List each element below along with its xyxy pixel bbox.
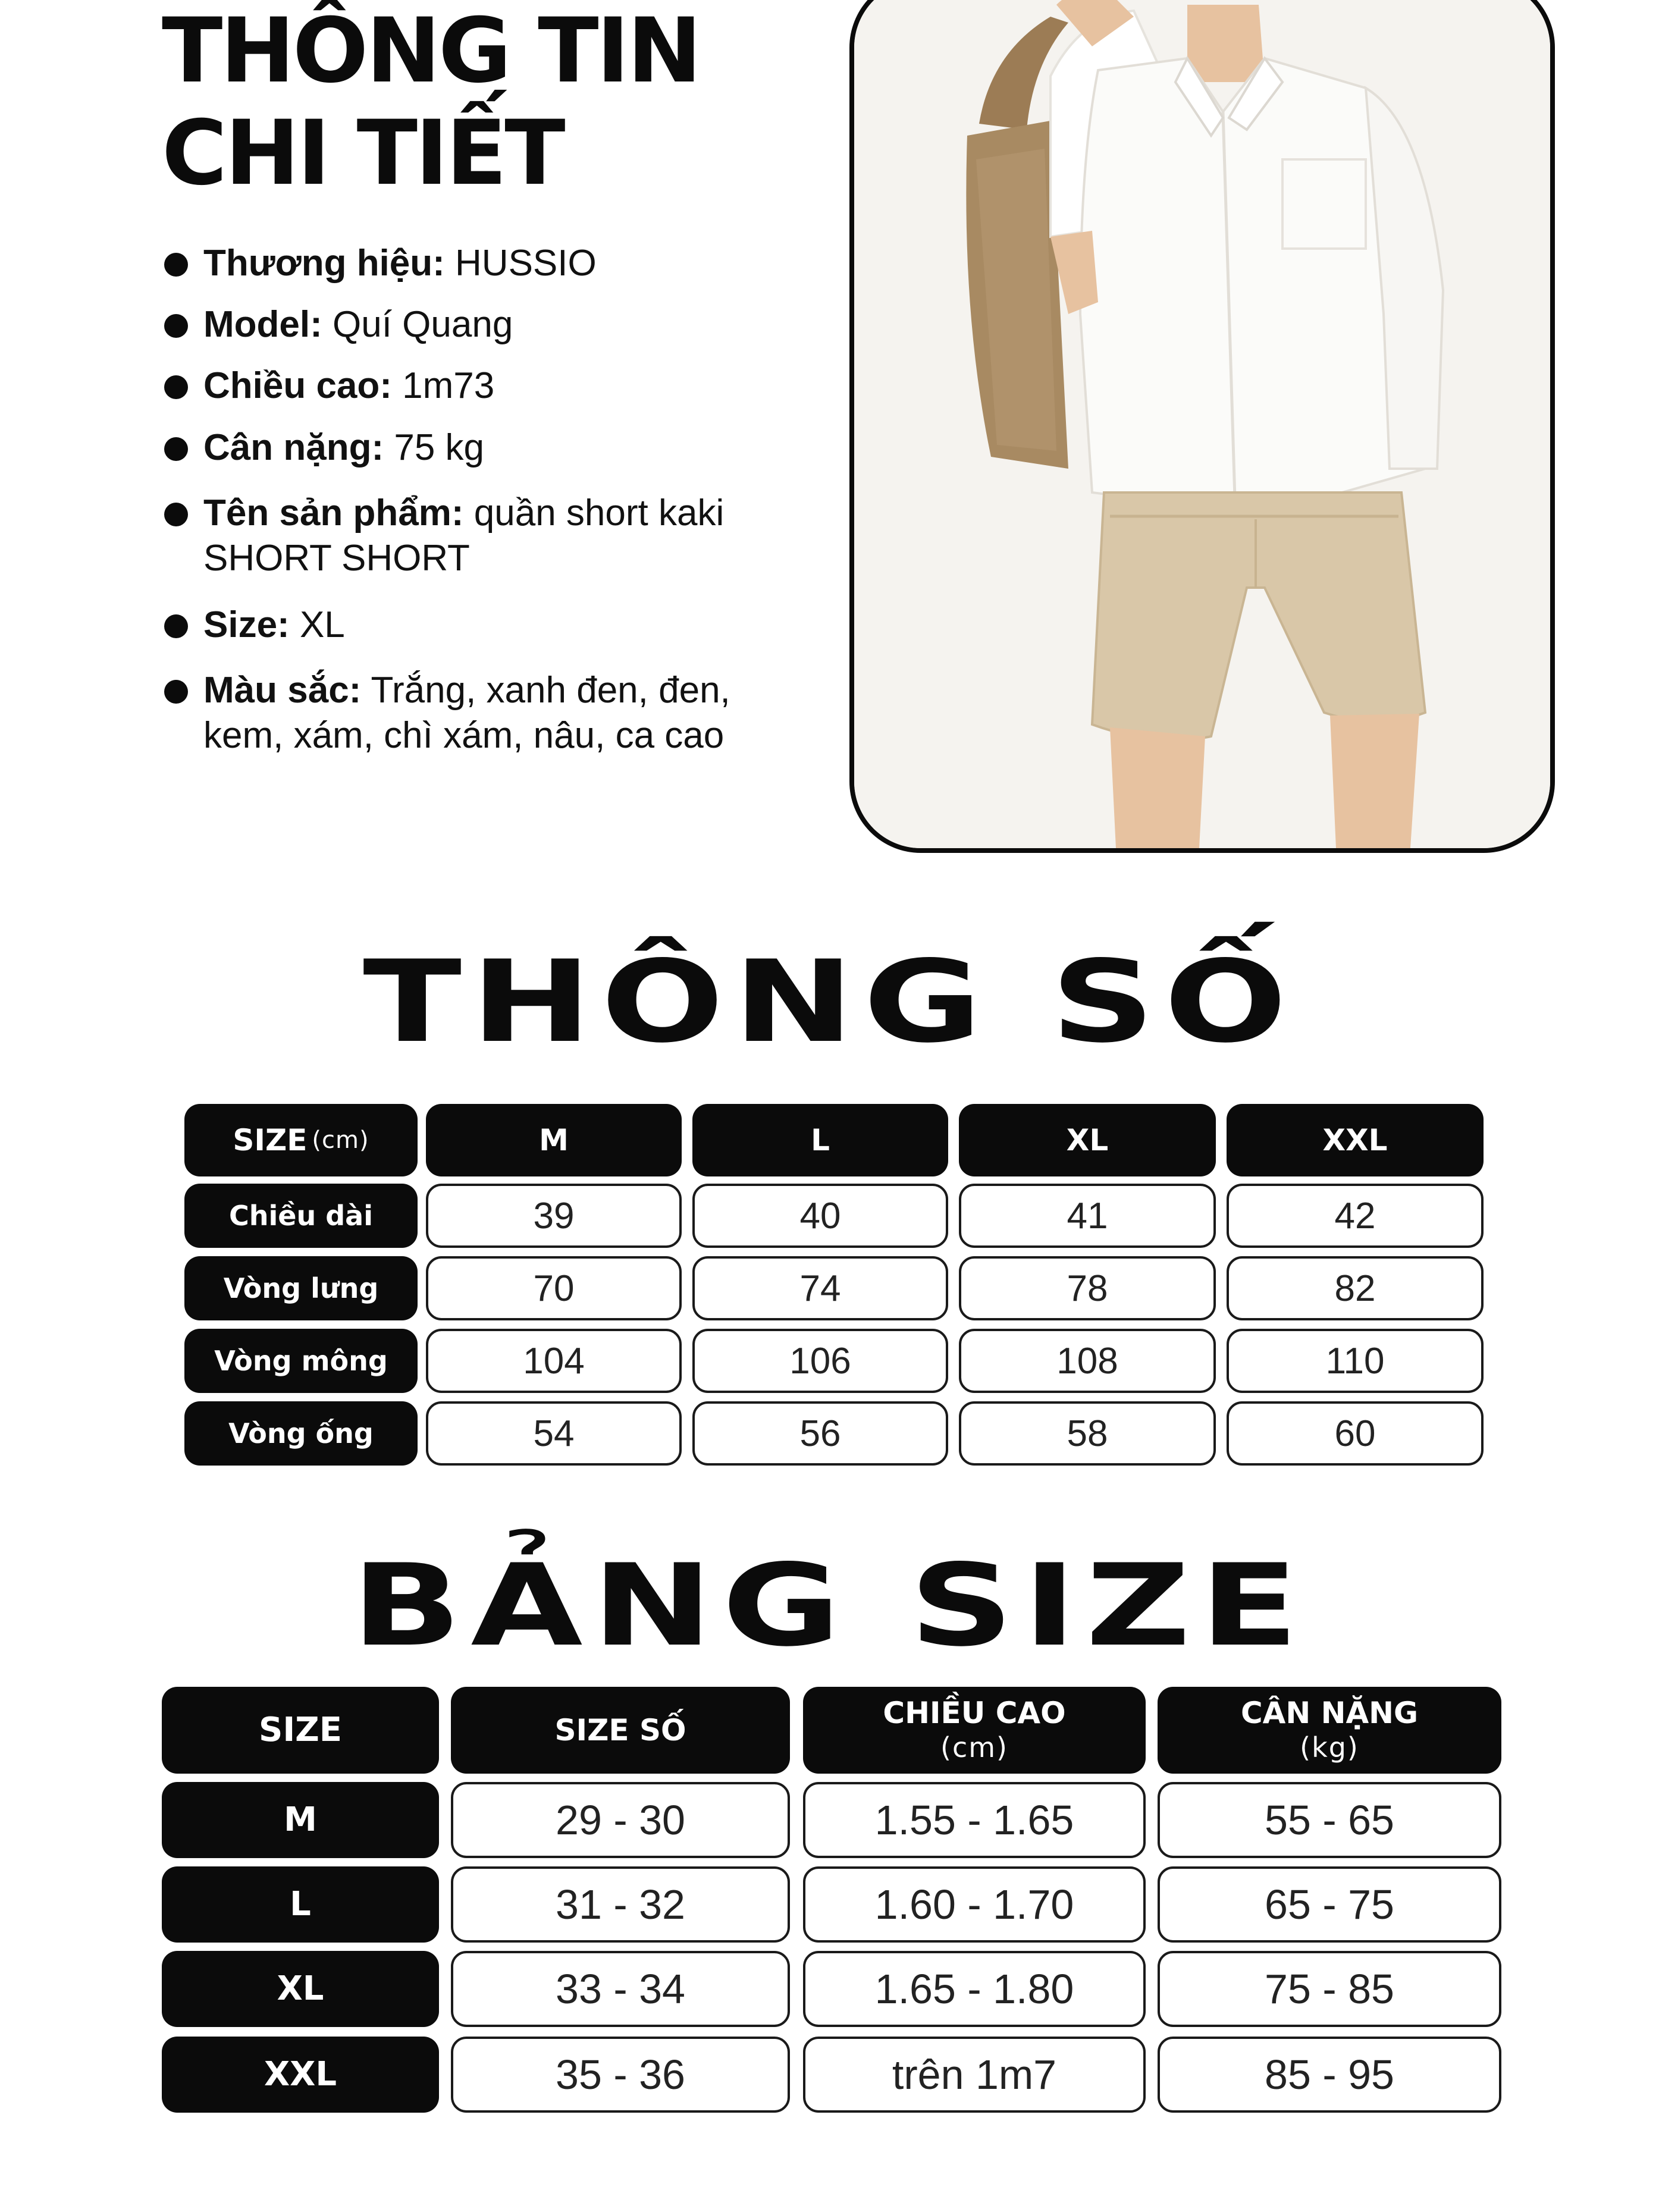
specs-cell: 41 <box>959 1184 1216 1248</box>
specs-cell: 110 <box>1227 1329 1484 1393</box>
specs-title: THÔNG SỐ <box>363 936 1296 1068</box>
leg-left <box>1110 727 1205 848</box>
leg-right <box>1330 714 1419 848</box>
info-item-size <box>162 603 345 648</box>
size-chart-cell: 65 - 75 <box>1158 1866 1501 1943</box>
specs-row-header: Vòng ống <box>184 1401 418 1466</box>
info-value: 1m73 <box>402 365 495 406</box>
specs-cell: 104 <box>426 1329 682 1393</box>
specs-corner-unit: (cm) <box>312 1127 369 1154</box>
size-chart-cell: 29 - 30 <box>451 1782 790 1858</box>
header-label: SIZE <box>258 1711 343 1749</box>
size-chart-row-header: XL <box>162 1951 439 2027</box>
info-value: XL <box>299 604 345 645</box>
info-label: Chiều cao: <box>203 365 392 406</box>
info-label: Tên sản phẩm: <box>203 492 464 534</box>
size-chart-cell: 35 - 36 <box>451 2037 790 2113</box>
size-chart-cell: 1.55 - 1.65 <box>803 1782 1146 1858</box>
header-label: CÂN NẶNG <box>1240 1696 1419 1730</box>
specs-cell: 108 <box>959 1329 1216 1393</box>
info-value: quần short kaki <box>473 492 725 534</box>
specs-row-header: Vòng mông <box>184 1329 418 1393</box>
info-item-height <box>162 363 494 409</box>
specs-cell: 60 <box>1227 1401 1484 1466</box>
header-unit: (kg) <box>1300 1731 1359 1764</box>
info-item-colors <box>162 668 730 758</box>
size-chart-cell: 55 - 65 <box>1158 1782 1501 1858</box>
info-label: Màu sắc: <box>203 670 362 711</box>
product-photo <box>849 0 1555 853</box>
specs-col-header: L <box>692 1104 948 1176</box>
info-item-brand <box>162 241 597 286</box>
bullet-icon <box>164 437 188 461</box>
size-chart-cell: 1.60 - 1.70 <box>803 1866 1146 1943</box>
specs-cell: 70 <box>426 1256 682 1320</box>
size-chart-header <box>162 1687 439 1774</box>
size-chart-row-header: XXL <box>162 2037 439 2113</box>
specs-col-header: XXL <box>1227 1104 1484 1176</box>
info-value: Quí Quang <box>332 304 513 345</box>
info-value-continued: kem, xám, chì xám, nâu, ca cao <box>203 715 725 756</box>
info-value-continued: SHORT SHORT <box>203 538 470 579</box>
size-chart-row-header: M <box>162 1782 439 1858</box>
specs-col-header: XL <box>959 1104 1216 1176</box>
specs-col-header: M <box>426 1104 682 1176</box>
size-chart-cell: 75 - 85 <box>1158 1951 1501 2027</box>
size-chart-header <box>451 1687 790 1774</box>
specs-cell: 40 <box>692 1184 948 1248</box>
size-chart-cell: 33 - 34 <box>451 1951 790 2027</box>
info-item-product-name <box>162 491 724 581</box>
info-title-line-1: THÔNG TIN <box>162 0 700 103</box>
size-chart-cell: 31 - 32 <box>451 1866 790 1943</box>
specs-cell: 78 <box>959 1256 1216 1320</box>
info-value: Trắng, xanh đen, đen, <box>371 670 730 711</box>
size-chart-header <box>803 1687 1146 1774</box>
info-title <box>162 0 816 205</box>
bullet-icon <box>164 253 188 277</box>
specs-cell: 58 <box>959 1401 1216 1466</box>
specs-row-header: Chiều dài <box>184 1184 418 1248</box>
specs-cell: 82 <box>1227 1256 1484 1320</box>
info-label: Thương hiệu: <box>203 243 445 284</box>
info-label: Size: <box>203 604 290 645</box>
info-item-weight <box>162 425 484 470</box>
header-label: CHIỀU CAO <box>883 1696 1066 1730</box>
model-illustration <box>854 0 1550 848</box>
size-chart-row-header: L <box>162 1866 439 1943</box>
size-chart-cell: trên 1m7 <box>803 2037 1146 2113</box>
header-label: SIZE SỐ <box>554 1713 686 1747</box>
size-chart-header <box>1158 1687 1501 1774</box>
specs-cell: 74 <box>692 1256 948 1320</box>
info-value: HUSSIO <box>455 243 597 284</box>
bullet-icon <box>164 614 188 638</box>
info-label: Model: <box>203 304 322 345</box>
size-chart-cell: 85 - 95 <box>1158 2037 1501 2113</box>
specs-cell: 106 <box>692 1329 948 1393</box>
specs-cell: 42 <box>1227 1184 1484 1248</box>
bullet-icon <box>164 375 188 399</box>
specs-cell: 39 <box>426 1184 682 1248</box>
specs-corner-label: SIZE <box>233 1123 308 1157</box>
info-title-line-2: CHI TIẾT <box>162 102 563 205</box>
specs-cell: 56 <box>692 1401 948 1466</box>
info-value: 75 kg <box>394 427 485 468</box>
bullet-icon <box>164 680 188 704</box>
neck <box>1187 5 1265 82</box>
bullet-icon <box>164 503 188 526</box>
header-unit: (cm) <box>940 1731 1008 1764</box>
specs-cell: 54 <box>426 1401 682 1466</box>
specs-corner-header <box>184 1104 418 1176</box>
info-label: Cân nặng: <box>203 427 384 468</box>
bullet-icon <box>164 314 188 338</box>
size-chart-title: BẢNG SIZE <box>351 1540 1308 1671</box>
info-item-model <box>162 302 513 347</box>
size-chart-cell: 1.65 - 1.80 <box>803 1951 1146 2027</box>
specs-row-header: Vòng lưng <box>184 1256 418 1320</box>
